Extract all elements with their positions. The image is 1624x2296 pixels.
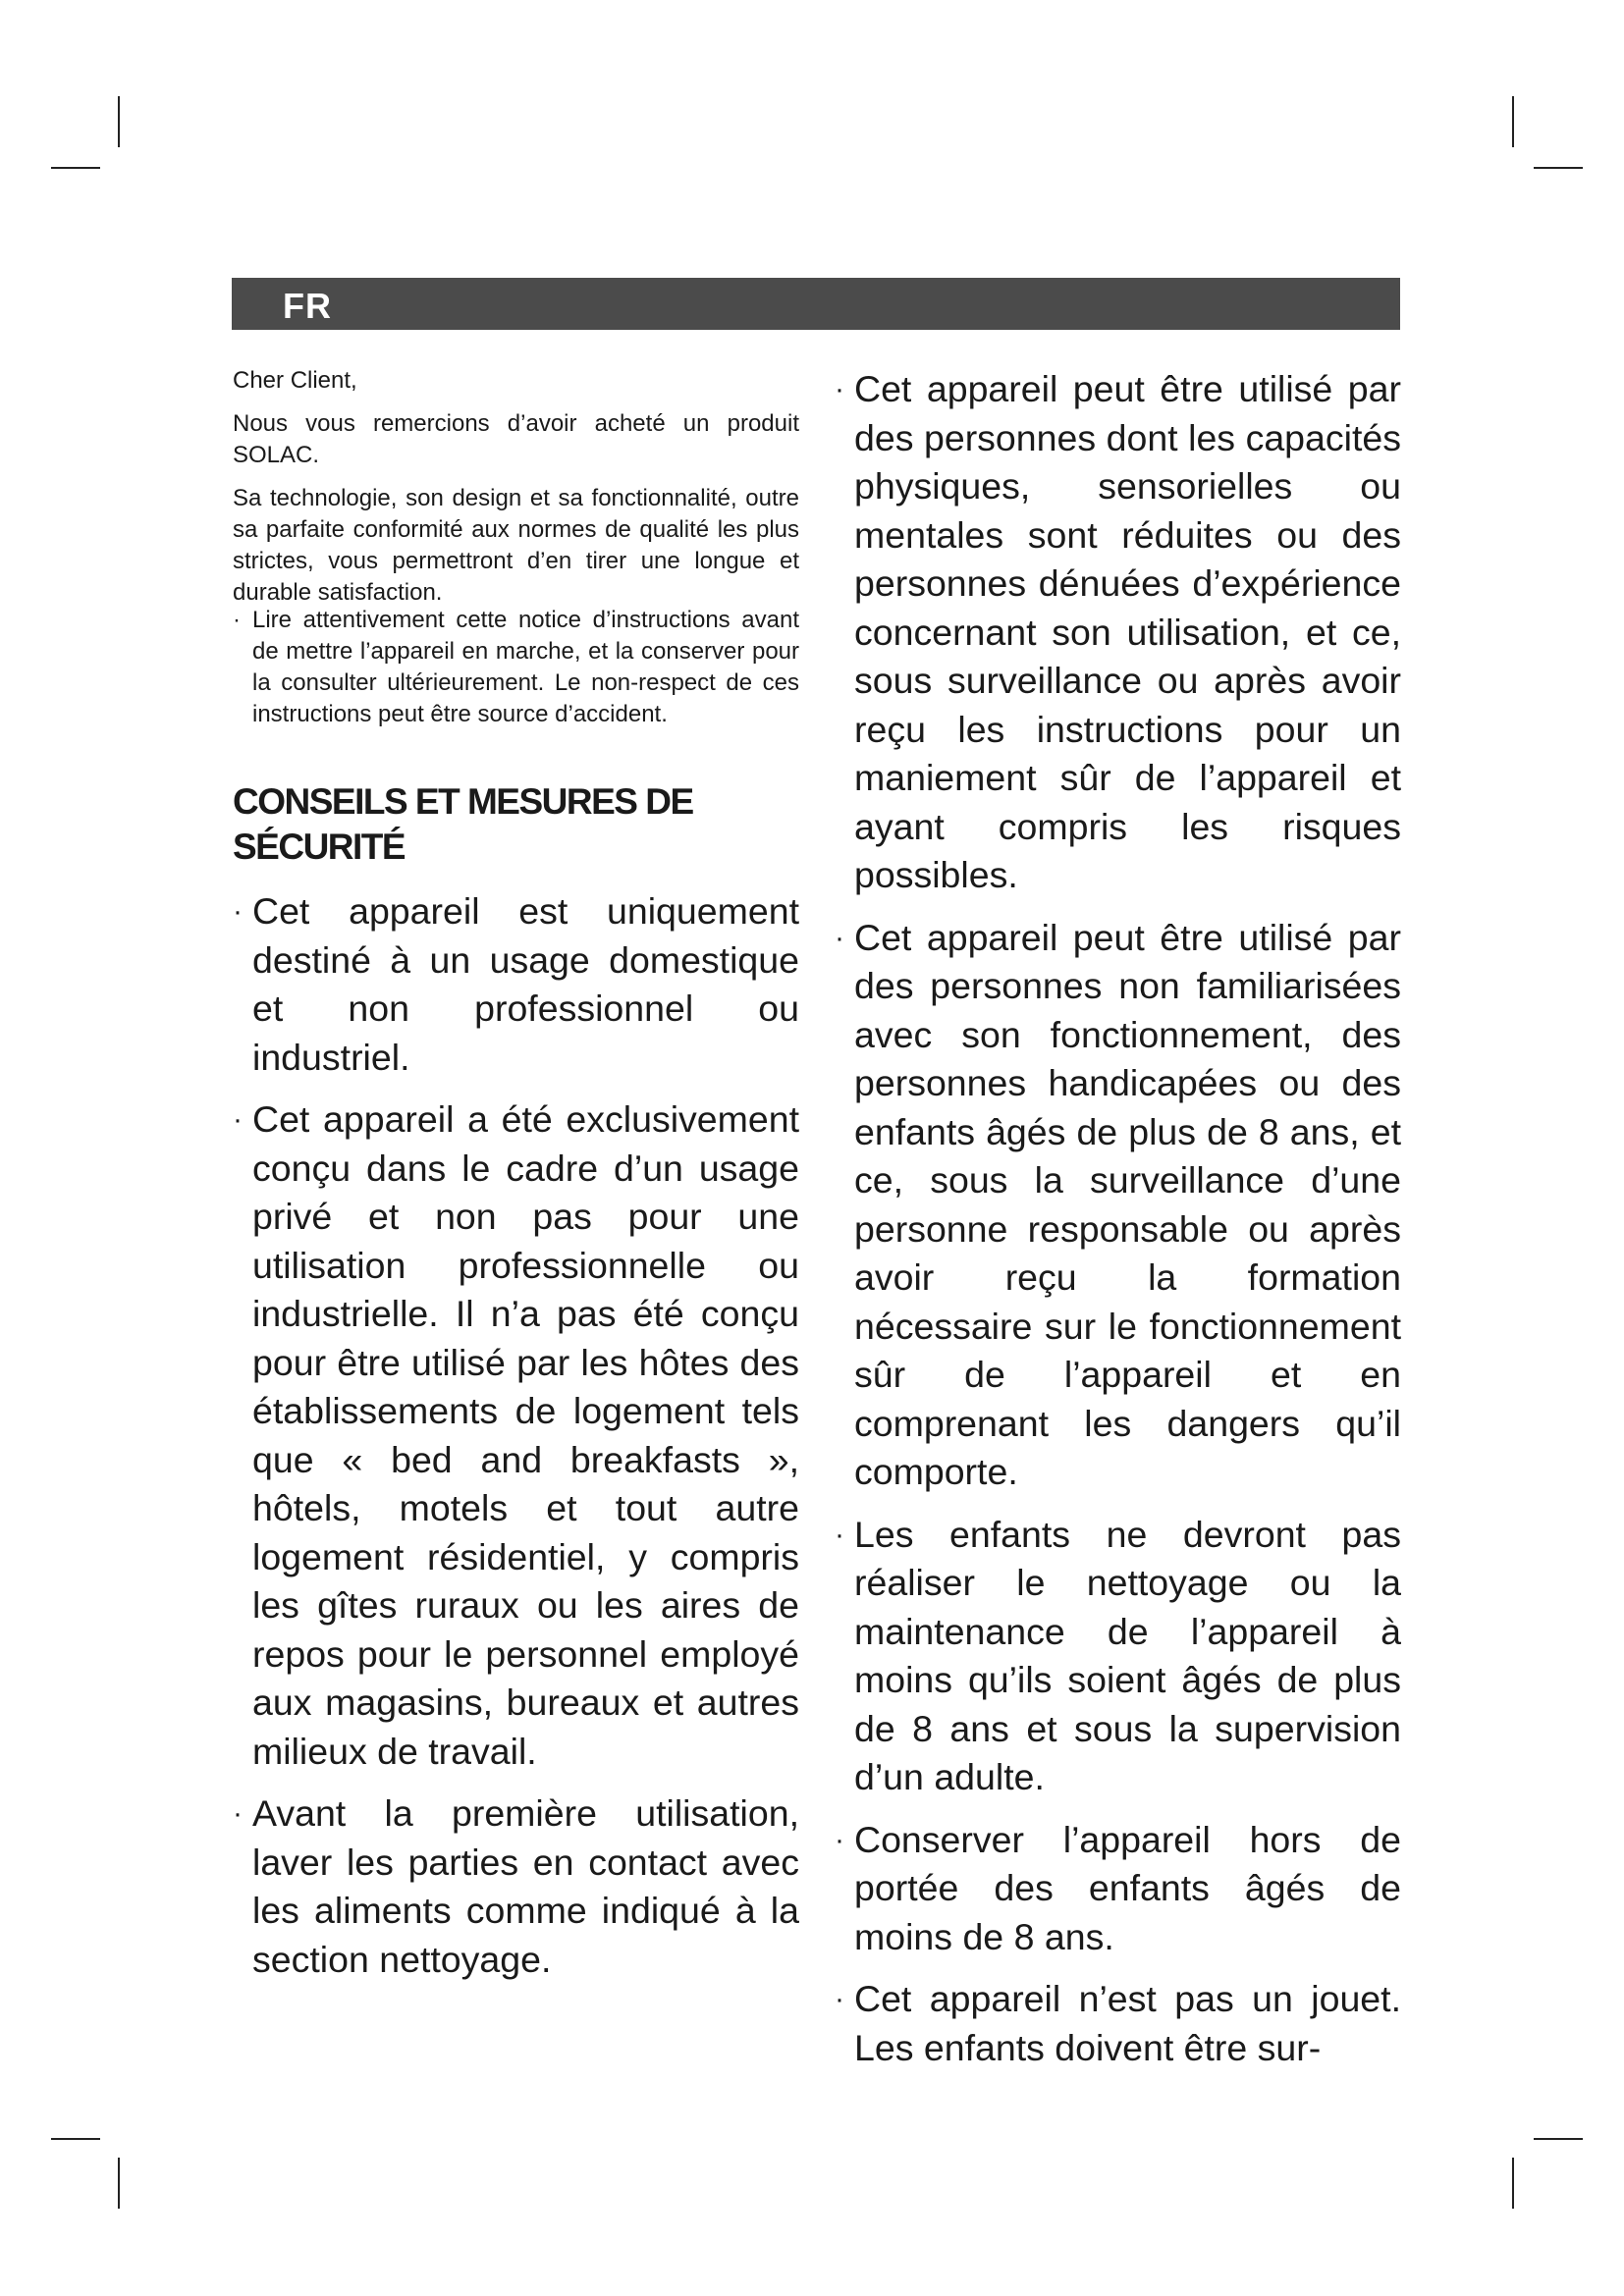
- technology-text: Sa technologie, son design et sa fonctionnalité, outre sa parfaite conformité aux normes de qualité les plus strictes, vous permettront d’en tirer une longue et durable satisfaction.: [233, 485, 799, 606]
- list-item: · Cet appareil est uniquement destiné à un usage domestique et non professionnel ou industriel.: [233, 887, 799, 1082]
- crop-mark-top-right-vertical: [1512, 96, 1514, 147]
- left-column: [233, 365, 799, 1998]
- right-bullet-list: [835, 365, 1401, 2072]
- intro-section: [233, 365, 799, 730]
- list-item: · Cet appareil a été exclusivement conçu dans le cadre d’un usage privé et non pas pour une utilisation professionnelle ou industrielle. Il n’a pas été conçu pour être utilisé par les hôtes des établissements de logement tels que « bed and breakfasts », hôtels, motels et tout autre logement résidentiel, y compris les gîtes ruraux ou les aires de repos pour le personnel employé aux magasins, bureaux et autres milieux de travail.: [233, 1095, 799, 1776]
- crop-mark-bottom-left-vertical: [118, 2158, 120, 2209]
- section-title-line1: CONSEILS ET MESURES DE: [233, 781, 693, 822]
- list-item: · Cet appareil n’est pas un jouet. Les enfants doivent être sur-: [835, 1975, 1401, 2072]
- left-bullet-list: [233, 887, 799, 1984]
- list-item: · Les enfants ne devront pas réaliser le nettoyage ou la maintenance de l’appareil à moins qu’ils soient âgés de plus de 8 ans et sous la supervision d’un adulte.: [835, 1511, 1401, 1802]
- read-notice-text: · Lire attentivement cette notice d’instructions avant de mettre l’appareil en marche, et la conserver pour la consulter ultérieurement. Le non-respect de ces instructions peut être source d’accident.: [233, 605, 799, 730]
- crop-mark-top-left-vertical: [118, 96, 120, 147]
- list-item: · Cet appareil peut être utilisé par des personnes dont les capacités physiques, sensorielles ou mentales sont réduites ou des personnes dénuées d’expérience concernant son utilisation, et ce, sous surveillance ou après avoir reçu les instructions pour un maniement sûr de l’appareil et ayant compris les risques possibles.: [835, 365, 1401, 900]
- right-column: [835, 365, 1401, 2086]
- section-title: [233, 779, 799, 870]
- crop-mark-bottom-right-horizontal: [1534, 2138, 1583, 2140]
- crop-mark-top-right-horizontal: [1534, 167, 1583, 169]
- list-item: · Avant la première utilisation, laver les parties en contact avec les aliments comme indiqué à la section nettoyage.: [233, 1789, 799, 1984]
- greeting-text: Cher Client,: [233, 367, 357, 394]
- crop-mark-top-left-horizontal: [51, 167, 100, 169]
- crop-mark-bottom-right-vertical: [1512, 2158, 1514, 2209]
- section-title-line2: SÉCURITÉ: [233, 827, 406, 867]
- list-item: · Conserver l’appareil hors de portée des enfants âgés de moins de 8 ans.: [835, 1816, 1401, 1962]
- list-item: · Cet appareil peut être utilisé par des personnes non familiarisées avec son fonctionnement, des personnes handicapées ou des enfants âgés de plus de 8 ans, et ce, sous la surveillance d’une personne responsable ou après avoir reçu la formation nécessaire sur le fonctionnement sûr de l’appareil et en comprenant les dangers qu’il comporte.: [835, 914, 1401, 1497]
- language-label: FR: [283, 286, 332, 326]
- crop-mark-bottom-left-horizontal: [51, 2138, 100, 2140]
- language-header-bar: [232, 278, 1400, 330]
- thanks-text: Nous vous remercions d’avoir acheté un produit SOLAC.: [233, 410, 799, 468]
